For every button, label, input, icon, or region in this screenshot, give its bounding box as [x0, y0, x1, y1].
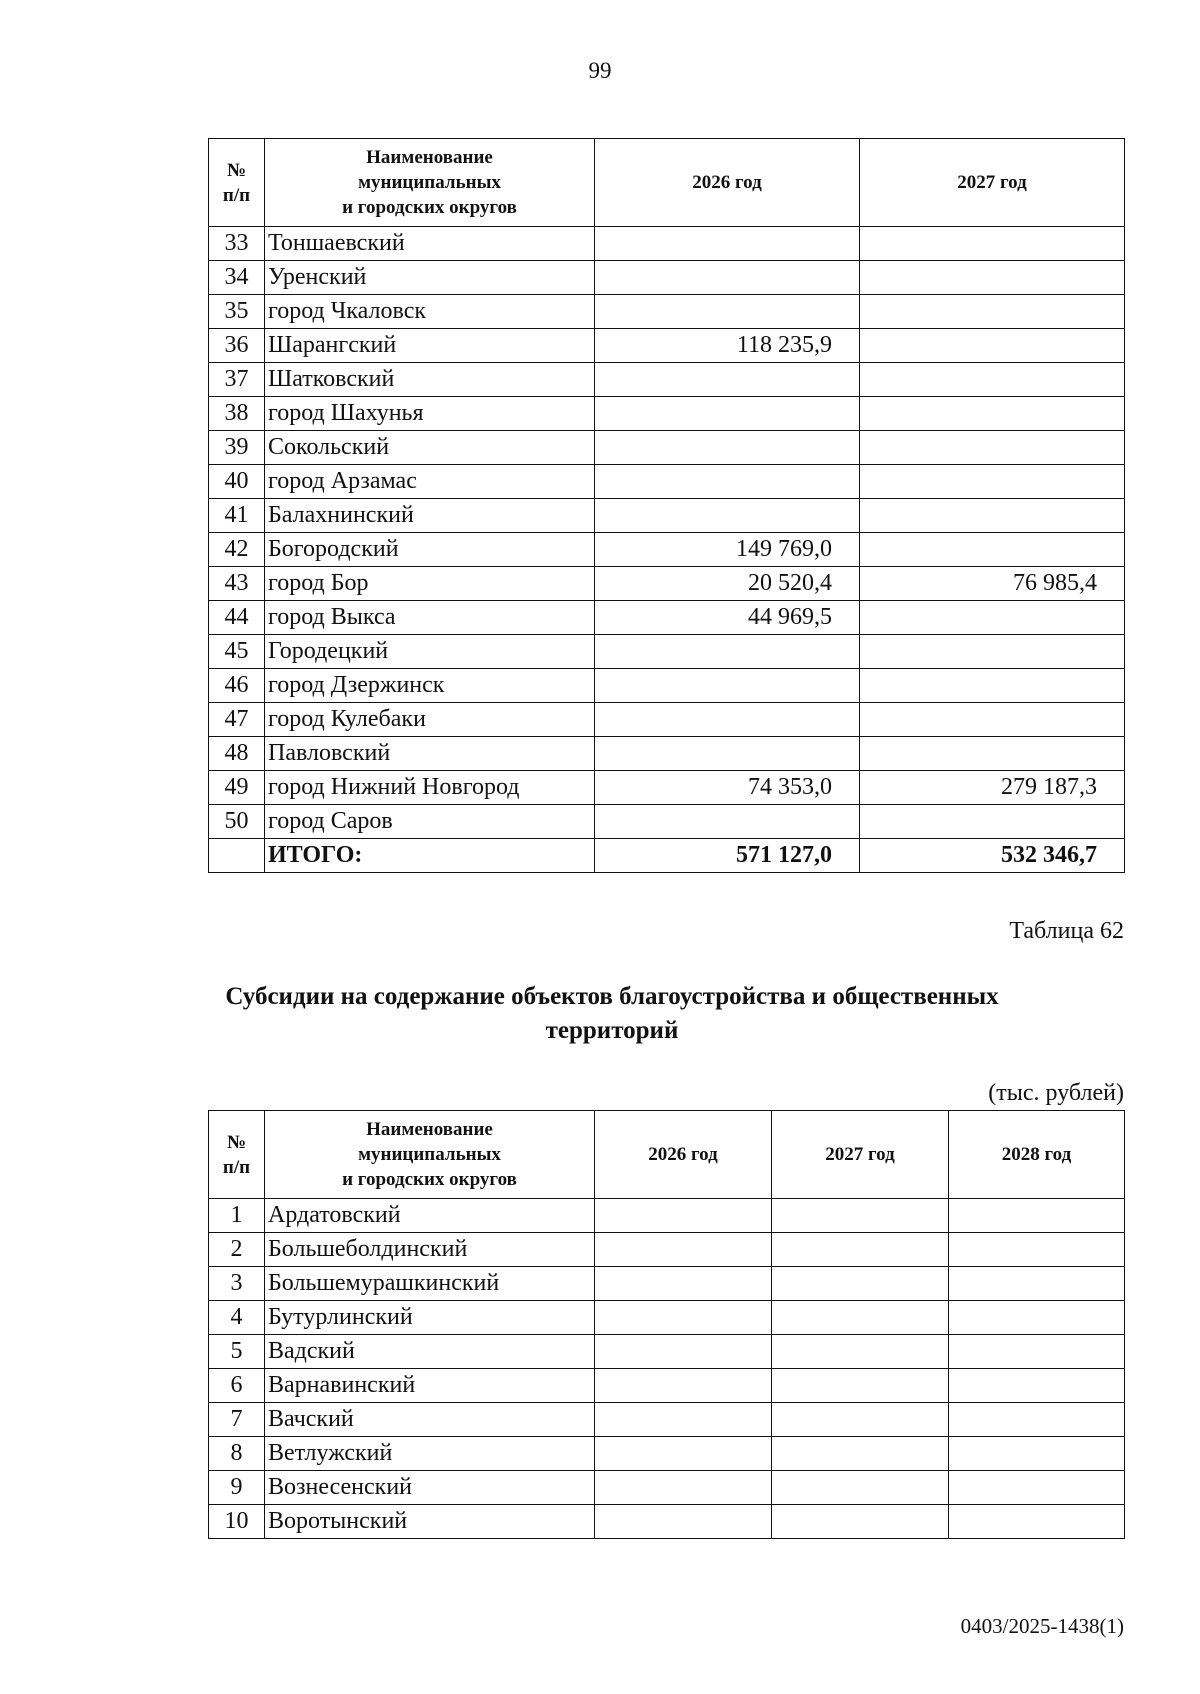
- value-2026: [595, 227, 860, 261]
- header-name: [265, 1111, 595, 1199]
- district-name: город Бор: [265, 567, 595, 601]
- row-number: 40: [209, 465, 265, 499]
- value-2026: [595, 703, 860, 737]
- table-row: [209, 261, 1125, 295]
- document-code: 0403/2025-1438(1): [960, 1614, 1124, 1638]
- row-number: 8: [209, 1437, 265, 1471]
- value-2028: [949, 1437, 1125, 1471]
- table-title: Субсидии на содержание объектов благоустройства и общественных территорий: [225, 983, 999, 1044]
- district-name: Бутурлинский: [265, 1301, 595, 1335]
- total-row: [209, 839, 1125, 873]
- header-name-line: муниципальных: [358, 172, 501, 193]
- row-number: 4: [209, 1301, 265, 1335]
- value-2027: 279 187,3: [860, 771, 1125, 805]
- value-2027: [860, 635, 1125, 669]
- header-number: [209, 139, 265, 227]
- value-2027: [772, 1505, 949, 1539]
- row-number: 42: [209, 533, 265, 567]
- value-2026: [595, 805, 860, 839]
- row-number: 33: [209, 227, 265, 261]
- table-row: [209, 1403, 1125, 1437]
- district-name: Шарангский: [265, 329, 595, 363]
- value-2027: [772, 1233, 949, 1267]
- value-2028: [949, 1199, 1125, 1233]
- district-name: город Дзержинск: [265, 669, 595, 703]
- value-2027: [772, 1369, 949, 1403]
- value-2026: [595, 669, 860, 703]
- table-row: [209, 363, 1125, 397]
- district-name: Городецкий: [265, 635, 595, 669]
- value-2026: [595, 431, 860, 465]
- row-number: 44: [209, 601, 265, 635]
- header-year-2027: 2027 год: [772, 1111, 949, 1199]
- value-2026: [595, 261, 860, 295]
- district-name: город Шахунья: [265, 397, 595, 431]
- value-2027: [772, 1267, 949, 1301]
- value-2027: [772, 1403, 949, 1437]
- table-header-row: [209, 139, 1125, 227]
- value-2026: [595, 737, 860, 771]
- value-2027: [860, 737, 1125, 771]
- value-2027: [772, 1437, 949, 1471]
- district-name: Ардатовский: [265, 1199, 595, 1233]
- district-name: Уренский: [265, 261, 595, 295]
- table-row: [209, 669, 1125, 703]
- page-number: 99: [588, 58, 612, 83]
- district-name: Шатковский: [265, 363, 595, 397]
- value-2026: [595, 1471, 772, 1505]
- district-name: Павловский: [265, 737, 595, 771]
- header-year-2026: 2026 год: [595, 1111, 772, 1199]
- district-name: Вачский: [265, 1403, 595, 1437]
- row-number: 45: [209, 635, 265, 669]
- table-row: [209, 1233, 1125, 1267]
- district-name: Воротынский: [265, 1505, 595, 1539]
- value-2027: [860, 805, 1125, 839]
- header-name-line: муниципальных: [358, 1144, 501, 1165]
- value-2026: [595, 1403, 772, 1437]
- table-row: [209, 431, 1125, 465]
- district-name: Большемурашкинский: [265, 1267, 595, 1301]
- value-2028: [949, 1471, 1125, 1505]
- row-number: 49: [209, 771, 265, 805]
- table-row: [209, 499, 1125, 533]
- value-2027: [860, 533, 1125, 567]
- row-number: 50: [209, 805, 265, 839]
- value-2026: [595, 499, 860, 533]
- header-number-line: п/п: [222, 1156, 251, 1178]
- district-name: город Кулебаки: [265, 703, 595, 737]
- value-2026: [595, 1301, 772, 1335]
- value-2028: [949, 1369, 1125, 1403]
- header-name-line: и городских округов: [342, 197, 517, 218]
- table-header-row: [209, 1111, 1125, 1199]
- value-2027: [860, 261, 1125, 295]
- table-row: [209, 295, 1125, 329]
- table-row: [209, 703, 1125, 737]
- value-2027: [860, 431, 1125, 465]
- value-2027: [860, 295, 1125, 329]
- row-number: 38: [209, 397, 265, 431]
- value-2027: [860, 363, 1125, 397]
- value-2026: [595, 635, 860, 669]
- row-number: 39: [209, 431, 265, 465]
- row-number: 46: [209, 669, 265, 703]
- district-name: город Арзамас: [265, 465, 595, 499]
- value-2028: [949, 1403, 1125, 1437]
- table-row: [209, 635, 1125, 669]
- row-number: 1: [209, 1199, 265, 1233]
- district-name: Тоншаевский: [265, 227, 595, 261]
- header-name-line: Наименование: [366, 147, 493, 168]
- value-2027: [860, 465, 1125, 499]
- row-number: 9: [209, 1471, 265, 1505]
- value-2026: [595, 1335, 772, 1369]
- header-number: [209, 1111, 265, 1199]
- value-2028: [949, 1301, 1125, 1335]
- row-number: 43: [209, 567, 265, 601]
- value-2027: [772, 1335, 949, 1369]
- header-number-line: №: [226, 1131, 247, 1153]
- value-2028: [949, 1335, 1125, 1369]
- row-number: 35: [209, 295, 265, 329]
- row-number: 37: [209, 363, 265, 397]
- district-name: город Чкаловск: [265, 295, 595, 329]
- value-2028: [949, 1267, 1125, 1301]
- table-row: [209, 1437, 1125, 1471]
- district-name: Большеболдинский: [265, 1233, 595, 1267]
- table-row: [209, 1335, 1125, 1369]
- value-2027: [860, 703, 1125, 737]
- value-2028: [949, 1505, 1125, 1539]
- district-name: Вадский: [265, 1335, 595, 1369]
- header-name-line: и городских округов: [342, 1169, 517, 1190]
- value-2026: [595, 1199, 772, 1233]
- total-2026: 571 127,0: [595, 839, 860, 873]
- value-2026: 44 969,5: [595, 601, 860, 635]
- table-row: [209, 1301, 1125, 1335]
- value-2028: [949, 1233, 1125, 1267]
- value-2026: [595, 363, 860, 397]
- row-number: 2: [209, 1233, 265, 1267]
- district-name: Вознесенский: [265, 1471, 595, 1505]
- table-row: [209, 1471, 1125, 1505]
- value-2027: [772, 1301, 949, 1335]
- value-2026: 118 235,9: [595, 329, 860, 363]
- table-row: [209, 737, 1125, 771]
- table-row: [209, 1267, 1125, 1301]
- row-number: 3: [209, 1267, 265, 1301]
- value-2026: [595, 295, 860, 329]
- row-number: 5: [209, 1335, 265, 1369]
- value-2026: 20 520,4: [595, 567, 860, 601]
- value-2026: [595, 465, 860, 499]
- subsidy-table-continued: [208, 138, 1125, 873]
- value-2027: [860, 397, 1125, 431]
- row-number: 36: [209, 329, 265, 363]
- table-row: [209, 329, 1125, 363]
- value-2027: [860, 669, 1125, 703]
- subsidy-table-62: [208, 1110, 1125, 1539]
- header-number-line: №: [226, 159, 247, 181]
- value-2027: [860, 601, 1125, 635]
- table-row: [209, 805, 1125, 839]
- header-year-2027: 2027 год: [860, 139, 1125, 227]
- value-2026: [595, 1233, 772, 1267]
- table-body: [209, 227, 1125, 873]
- value-2026: [595, 1437, 772, 1471]
- value-2026: [595, 1505, 772, 1539]
- table-row: [209, 1505, 1125, 1539]
- table-row: [209, 771, 1125, 805]
- value-2026: [595, 1267, 772, 1301]
- district-name: Балахнинский: [265, 499, 595, 533]
- table-body: [209, 1199, 1125, 1539]
- value-2027: [860, 499, 1125, 533]
- row-number: 6: [209, 1369, 265, 1403]
- row-number: 48: [209, 737, 265, 771]
- value-2027: [860, 227, 1125, 261]
- district-name: город Саров: [265, 805, 595, 839]
- header-number-line: п/п: [222, 184, 251, 206]
- table-row: [209, 567, 1125, 601]
- total-label: ИТОГО:: [265, 839, 595, 873]
- district-name: Ветлужский: [265, 1437, 595, 1471]
- table-row: [209, 397, 1125, 431]
- row-number: 7: [209, 1403, 265, 1437]
- table-row: [209, 533, 1125, 567]
- value-2026: 74 353,0: [595, 771, 860, 805]
- row-number: 47: [209, 703, 265, 737]
- row-number: 34: [209, 261, 265, 295]
- district-name: Варнавинский: [265, 1369, 595, 1403]
- table-row: [209, 1199, 1125, 1233]
- table-row: [209, 227, 1125, 261]
- units-label: (тыс. рублей): [988, 1080, 1124, 1106]
- table-row: [209, 465, 1125, 499]
- table-number: Таблица 62: [1009, 918, 1124, 944]
- table-row: [209, 1369, 1125, 1403]
- header-name: [265, 139, 595, 227]
- value-2027: 76 985,4: [860, 567, 1125, 601]
- district-name: город Выкса: [265, 601, 595, 635]
- value-2026: 149 769,0: [595, 533, 860, 567]
- value-2026: [595, 397, 860, 431]
- district-name: Сокольский: [265, 431, 595, 465]
- header-year-2028: 2028 год: [949, 1111, 1125, 1199]
- total-number-empty: [209, 839, 265, 873]
- value-2027: [772, 1199, 949, 1233]
- value-2027: [860, 329, 1125, 363]
- row-number: 10: [209, 1505, 265, 1539]
- total-2027: 532 346,7: [860, 839, 1125, 873]
- district-name: город Нижний Новгород: [265, 771, 595, 805]
- header-name-line: Наименование: [366, 1119, 493, 1140]
- district-name: Богородский: [265, 533, 595, 567]
- header-year-2026: 2026 год: [595, 139, 860, 227]
- value-2026: [595, 1369, 772, 1403]
- value-2027: [772, 1471, 949, 1505]
- table-row: [209, 601, 1125, 635]
- row-number: 41: [209, 499, 265, 533]
